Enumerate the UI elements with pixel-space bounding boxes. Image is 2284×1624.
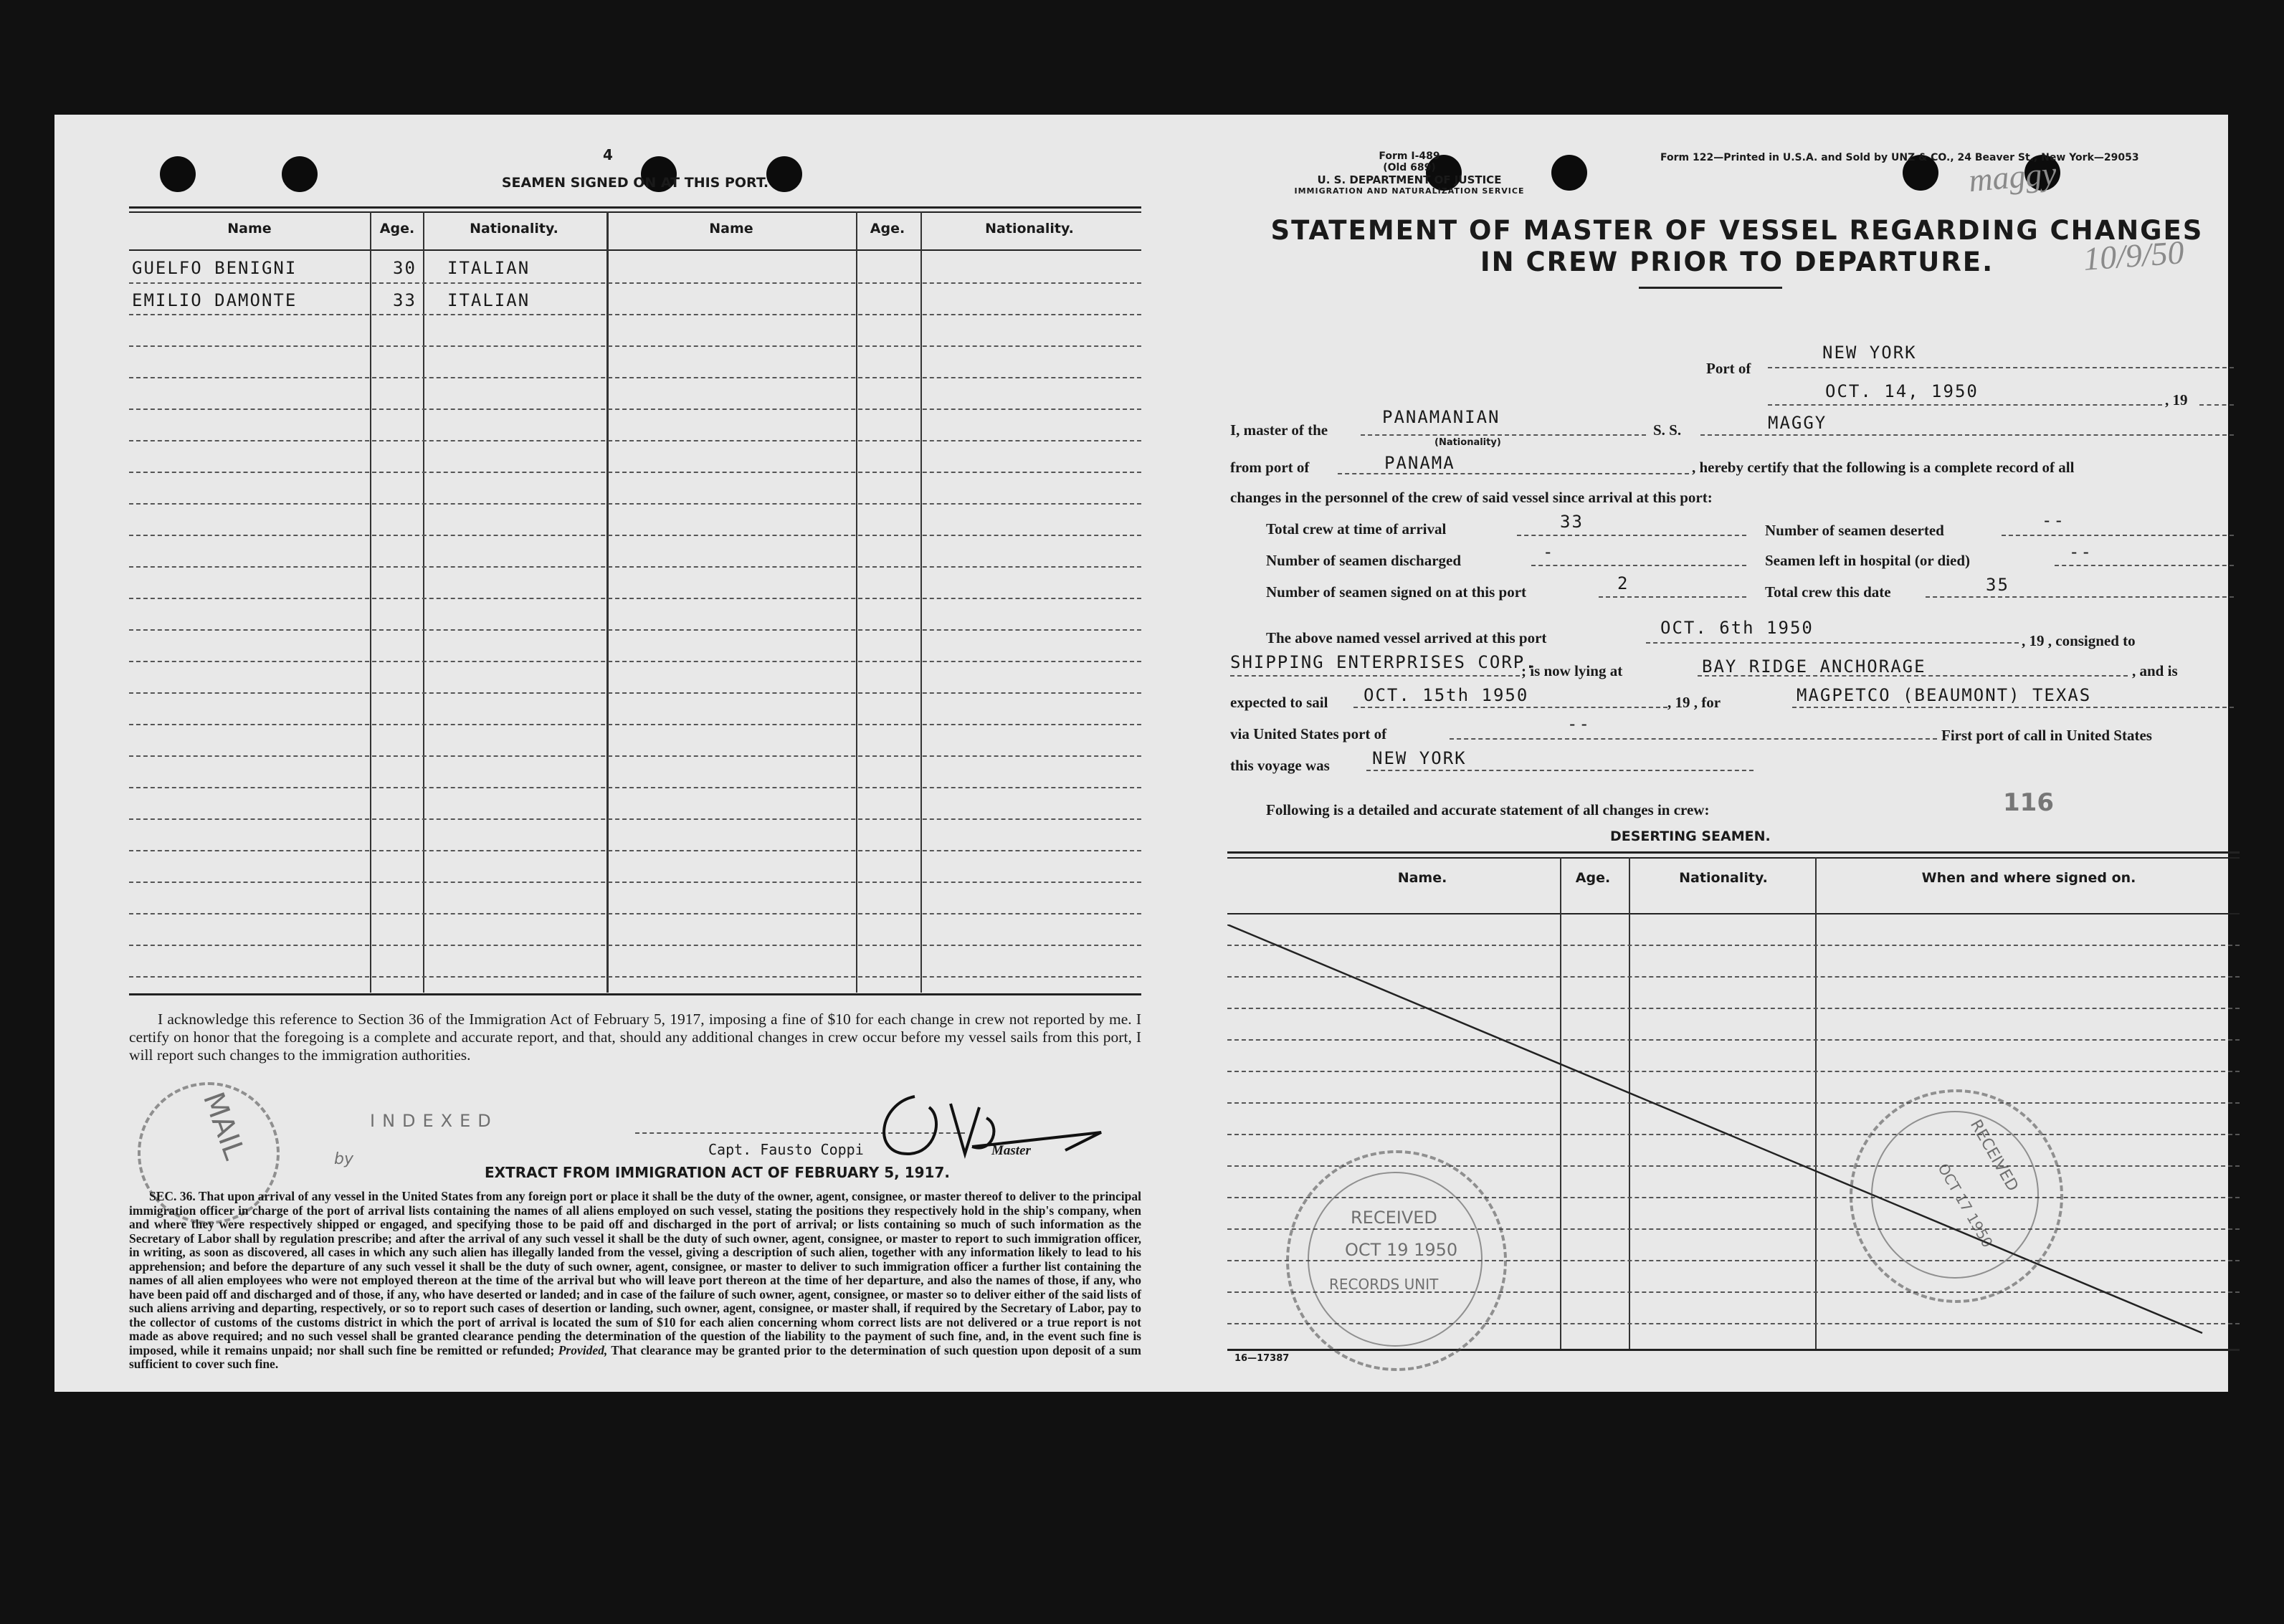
field-line xyxy=(1338,473,1689,474)
field-line xyxy=(1646,642,2019,644)
row-rule xyxy=(129,345,1141,347)
field-line xyxy=(1361,434,1646,436)
mail-stamp-text: MAIL xyxy=(196,1088,252,1164)
changes-text: changes in the personnel of the crew of said vessel since arrival at this port: xyxy=(1230,489,1713,506)
form-sheet xyxy=(54,115,2228,1392)
lying-value: BAY RIDGE ANCHORAGE xyxy=(1702,656,1926,677)
row-rule xyxy=(129,976,1141,978)
extract-title: EXTRACT FROM IMMIGRATION ACT OF FEBRUARY 5, 1917. xyxy=(485,1164,950,1181)
table-top-rule xyxy=(1227,851,2240,854)
section-label: SEC. 36. xyxy=(149,1189,196,1203)
field-line xyxy=(2055,565,2234,566)
form-title-line1: STATEMENT OF MASTER OF VESSEL REGARDING CHANGES xyxy=(1270,215,2204,246)
row-rule xyxy=(129,913,1141,914)
service: IMMIGRATION AND NATURALIZATION SERVICE xyxy=(1294,186,1525,196)
col-header-name: Name xyxy=(709,221,753,237)
column-divider xyxy=(370,211,371,993)
row-rule xyxy=(129,787,1141,788)
col-header-age: Age. xyxy=(379,221,415,237)
and-is: , and is xyxy=(2132,662,2178,679)
consigned-label: , 19 , consigned to xyxy=(2022,632,2136,649)
total-arrival-value: 33 xyxy=(1560,512,1584,532)
field-line xyxy=(1531,565,1746,566)
port-label: Port of xyxy=(1706,360,1751,377)
row-rule xyxy=(129,692,1141,694)
field-line xyxy=(2199,404,2234,406)
nationality-value: PANAMANIAN xyxy=(1382,407,1500,427)
for-label: , 19 , for xyxy=(1667,694,1721,711)
master-of-label: I, master of the xyxy=(1230,421,1328,439)
col-header-age: Age. xyxy=(870,221,905,237)
arrived-label: The above named vessel arrived at this port xyxy=(1266,629,1547,646)
discharged-label: Number of seamen discharged xyxy=(1266,552,1462,569)
deserting-title: DESERTING SEAMEN. xyxy=(1610,828,1771,844)
section-36-text xyxy=(129,1190,1141,1372)
column-divider xyxy=(606,211,609,993)
first-port-label: First port of call in United States xyxy=(1941,727,2152,744)
field-line xyxy=(1926,596,2234,598)
row-rule xyxy=(129,724,1141,725)
row-rule xyxy=(129,282,1141,284)
hospital-value: -- xyxy=(2069,542,2093,562)
left-page-title: SEAMEN SIGNED ON AT THIS PORT. xyxy=(501,175,769,191)
row-rule xyxy=(129,566,1141,568)
handwritten-vessel: maggy xyxy=(1967,154,2058,199)
field-line xyxy=(1450,738,1937,740)
row-rule xyxy=(129,535,1141,536)
expected-value: OCT. 15th 1950 xyxy=(1364,685,1529,705)
total-date-label: Total crew this date xyxy=(1765,583,1891,601)
field-line xyxy=(2002,535,2234,536)
column-divider xyxy=(920,211,922,993)
department: U. S. DEPARTMENT OF JUSTICE xyxy=(1317,173,1502,186)
received-stamp-title: RECEIVED xyxy=(1351,1208,1437,1228)
field-line xyxy=(1366,770,1754,771)
crew-nationality: ITALIAN xyxy=(447,290,530,310)
crew-name: GUELFO BENIGNI xyxy=(132,258,298,278)
signed-on-value: 2 xyxy=(1617,573,1629,593)
signed-on-label: Number of seamen signed on at this port xyxy=(1266,583,1527,601)
row-rule xyxy=(129,882,1141,883)
row-rule xyxy=(129,945,1141,946)
from-port-value: PANAMA xyxy=(1384,453,1455,473)
voyage-label: this voyage was xyxy=(1230,757,1330,774)
received-stamp-date: OCT 17 1950 xyxy=(1934,1160,1997,1251)
col-header-name: Name xyxy=(227,221,272,237)
discharged-value: - xyxy=(1543,542,1555,562)
row-rule xyxy=(129,314,1141,315)
page-number: 4 xyxy=(603,146,613,163)
printer-line: Form 122—Printed in U.S.A. and Sold by UNZ & CO., 24 Beaver St., New York—29053 xyxy=(1660,152,2139,163)
row-rule xyxy=(129,850,1141,851)
destination-value: MAGPETCO (BEAUMONT) TEXAS xyxy=(1797,685,2092,705)
table-top-rule xyxy=(129,206,1141,209)
field-line xyxy=(1599,596,1746,598)
proviso-label: Provided, xyxy=(558,1342,608,1357)
crew-nationality: ITALIAN xyxy=(447,258,530,278)
vessel-value: MAGGY xyxy=(1768,413,1827,433)
indexed-stamp: INDEXED xyxy=(370,1111,498,1131)
row-rule xyxy=(129,755,1141,757)
punch-hole xyxy=(282,156,318,192)
total-date-value: 35 xyxy=(1986,575,2009,595)
proviso-body: That clearance may be granted prior to the determination of such question upon deposit of a sum sufficient to cover such fine. xyxy=(129,1342,1142,1371)
row-rule xyxy=(129,377,1141,378)
date-value: OCT. 14, 1950 xyxy=(1825,381,1979,401)
row-rule xyxy=(129,440,1141,441)
indexed-by: by xyxy=(334,1150,353,1168)
voyage-value: NEW YORK xyxy=(1372,748,1467,768)
row-rule xyxy=(129,472,1141,473)
received-stamp-title: RECEIVED xyxy=(1966,1117,2022,1195)
column-divider xyxy=(423,211,424,993)
header-rule xyxy=(129,249,1141,251)
arrived-value: OCT. 6th 1950 xyxy=(1660,618,1814,638)
deserted-label: Number of seamen deserted xyxy=(1765,522,1944,539)
nationality-caption: (Nationality) xyxy=(1434,437,1501,448)
row-rule xyxy=(129,409,1141,410)
total-arrival-label: Total crew at time of arrival xyxy=(1266,520,1447,538)
following-text: Following is a detailed and accurate statement of all changes in crew: xyxy=(1266,801,1710,818)
received-stamp-date: OCT 19 1950 xyxy=(1345,1240,1458,1260)
master-label: Master xyxy=(991,1143,1031,1158)
header-rule xyxy=(1227,913,2240,914)
form-old: (Old 689) xyxy=(1383,162,1436,173)
table-top-rule xyxy=(129,211,1141,213)
field-line xyxy=(1353,707,1667,708)
col-header-name: Name. xyxy=(1397,870,1447,886)
via-value: -- xyxy=(1567,714,1591,734)
field-line xyxy=(1768,367,2234,368)
col-header-signed-on: When and where signed on. xyxy=(1921,870,2136,886)
punch-hole xyxy=(160,156,196,192)
lying-label: ; is now lying at xyxy=(1521,662,1623,679)
crew-age: 30 xyxy=(393,258,417,278)
ss-label: S. S. xyxy=(1653,421,1682,439)
field-line xyxy=(1792,707,2234,708)
handwritten-date: 10/9/50 xyxy=(2082,234,2186,277)
field-line xyxy=(1698,675,2128,677)
field-line xyxy=(1768,404,2162,406)
col-header-nationality: Nationality. xyxy=(985,221,1074,237)
form-number: Form I-489 xyxy=(1379,151,1440,162)
row-rule xyxy=(129,818,1141,820)
expected-label: expected to sail xyxy=(1230,694,1328,711)
crew-name: EMILIO DAMONTE xyxy=(132,290,298,310)
deserted-value: -- xyxy=(2042,510,2065,530)
consignee-value: SHIPPING ENTERPRISES CORP. xyxy=(1230,652,1537,672)
title-underline xyxy=(1639,287,1782,289)
row-rule xyxy=(129,598,1141,599)
received-stamp-unit: RECORDS UNIT xyxy=(1329,1276,1439,1293)
stamp-number: 116 xyxy=(2003,788,2054,817)
row-rule xyxy=(129,661,1141,662)
from-port-label: from port of xyxy=(1230,459,1310,476)
table-top-rule xyxy=(1227,857,2240,859)
field-line xyxy=(1517,535,1746,536)
field-line xyxy=(1230,675,1520,677)
form-title-line2: IN CREW PRIOR TO DEPARTURE. xyxy=(1480,247,1994,277)
field-line xyxy=(1700,434,2234,436)
signature-scribble xyxy=(865,1075,1151,1175)
acknowledgement-text: I acknowledge this reference to Section 36 of the Immigration Act of February 5, 1917, imposing a fine of $10 for each change in crew not reported by me. I certify on honor that the foregoing is a complete and accurate report, and that, should any additional changes in crew occur before my vessel sails from this port, I will report such changes to the immigration authorities. xyxy=(129,1011,1141,1064)
column-divider xyxy=(856,211,857,993)
footer-code: 16—17387 xyxy=(1234,1353,1290,1364)
hospital-label: Seamen left in hospital (or died) xyxy=(1765,552,1971,569)
certify-text: , hereby certify that the following is a complete record of all xyxy=(1692,459,2075,476)
row-rule xyxy=(129,629,1141,631)
year-prefix: , 19 xyxy=(2165,391,2188,409)
crew-age: 33 xyxy=(393,290,417,310)
col-header-nationality: Nationality. xyxy=(470,221,558,237)
row-rule xyxy=(129,503,1141,505)
master-name: Capt. Fausto Coppi xyxy=(708,1141,864,1158)
col-header-nationality: Nationality. xyxy=(1679,870,1768,886)
col-header-age: Age. xyxy=(1575,870,1611,886)
port-value: NEW YORK xyxy=(1822,343,1917,363)
section-body: That upon arrival of any vessel in the United States from any foreign port or place it shall be the duty of the owner, agent, consignee, or master thereof to deliver to the principal immigration officer in charge of the port of arrival lists containing the names of all aliens employed on such vessel, stating the positions they respectively hold in the ship's company, when and where they were respectively shipped or engaged, and specifying those to be paid off and discharged in the port of arrival; or lists containing so much of such information as the Secretary of Labor shall by regulation prescribe; and after the arrival of any such vessel it shall be the duty of such owner, agent, consignee, or master to report to such immigration officer, in writing, as soon as discovered, all cases in which any such alien has illegally landed from the vessel, giving a description of such alien, together with any information likely to lead to his apprehension; and before the departure of any such vessel it shall be the duty of such owner, agent, consignee, or master to deliver to such immigration officer a further list containing the names of all alien employees who were not employed thereon at the time of the arrival but who will leave port thereon at the time of her departure, and also the names of those, if any, who have been paid off and discharged and of those, if any, who have deserted or landed; and in case of the failure of such owner, agent, consignee, or master so to deliver either of the said lists of such aliens arriving and departing, respectively, or so to report such cases of desertion or landing, such owner, agent, consignee, or master shall, if required by the Secretary of Labor, pay to the collector of customs of the customs district in which the port of arrival is located the sum of $10 for each alien concerning whom correct lists are not delivered or a true report is not made as above required; and no such vessel shall be granted clearance pending the determination of the question of the liability to the payment of such fine, and, in the event such fine is imposed, while it remains unpaid; nor shall such fine be remitted or refunded; xyxy=(129,1189,1142,1357)
via-label: via United States port of xyxy=(1230,725,1387,742)
table-bottom-rule xyxy=(129,993,1141,995)
